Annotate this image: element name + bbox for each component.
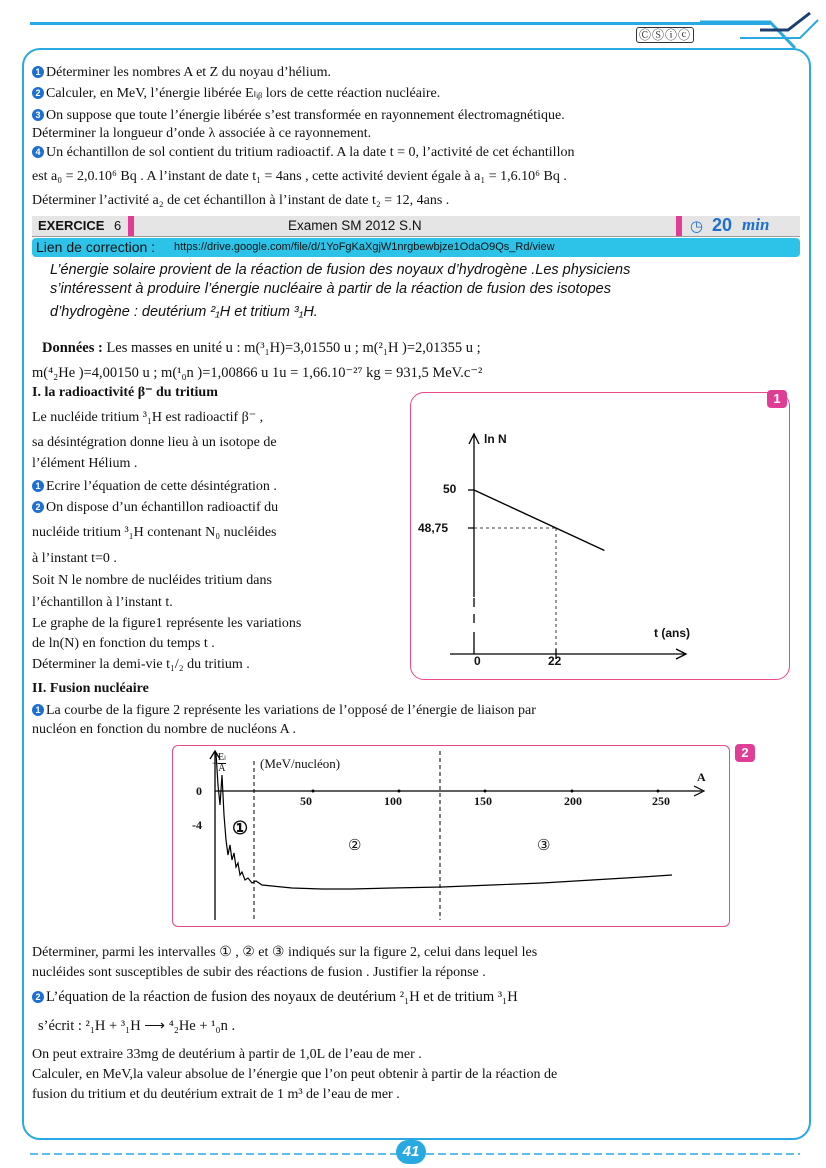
after-line-2: nucléides sont susceptibles de subir des réactions de fusion . Justifier la réponse . xyxy=(32,965,486,980)
exercise-label: EXERCICE xyxy=(38,218,105,233)
section-1-q2-line: à l’instant t=0 . xyxy=(32,551,117,566)
donnees-line-1: Données : Les masses en unité u : m(³₁H)=3,01550 u ; m(²₁H )=2,01355 u ; xyxy=(42,340,481,356)
after-q2: 2 L’équation de la réaction de fusion des noyaux de deutérium ²₁H et de tritium ³₁H xyxy=(32,989,518,1006)
ln-n-series-line xyxy=(474,490,604,550)
after-line-5: fusion du tritium et du deutérium extrait de 1 m³ de l’eau de mer . xyxy=(32,1087,400,1102)
figure-2-tick-250: 250 xyxy=(652,794,670,808)
figure-2-minus: − xyxy=(212,756,219,770)
question-3: 3 On suppose que toute l’énergie libérée s’est transformée en rayonnement électromagnétique. xyxy=(32,107,565,124)
donnees-line-2: m(⁴₂He )=4,00150 u ; m(¹₀n )=1,00866 u 1u = 1,66.10⁻²⁷ kg = 931,5 MeV.c⁻² xyxy=(32,365,483,381)
figure-1-y-label: ln N xyxy=(484,432,507,446)
number-2-icon: 2 xyxy=(32,87,44,99)
figure-2-zone-2: ② xyxy=(348,838,362,854)
correction-bar xyxy=(32,238,800,257)
question-3-cont: Déterminer la longueur d’onde λ associée à ce rayonnement. xyxy=(32,126,372,141)
correction-link[interactable]: https://drive.google.com/file/d/1YoFgKaXgjW1nrgbewbjze1OdaO9Qs_Rd/view xyxy=(174,241,555,253)
figure-2-tick-100: 100 xyxy=(384,794,402,808)
number-2-icon: 2 xyxy=(32,501,44,513)
figure-2-x-label: A xyxy=(697,770,706,784)
figure-2-tick-minus-4: -4 xyxy=(192,818,202,832)
after-line-1: Déterminer, parmi les intervalles ① , ② et ③ indiqués sur la figure 2, celui dans lequel les xyxy=(32,945,538,960)
exercise-title: Examen SM 2012 S.N xyxy=(288,218,422,233)
top-rule xyxy=(30,22,770,25)
intro-line-2: s’intéressent à produire l’énergie nucléaire à partir de la réaction de fusion des isotopes xyxy=(50,281,611,297)
intro-line-1: L’énergie solaire provient de la réaction de fusion des noyaux d’hydrogène .Les physiciens xyxy=(50,262,631,278)
section-1-q1: 1 Ecrire l’équation de cette désintégration . xyxy=(32,478,277,495)
section-1-line-3: l’élément Hélium . xyxy=(32,456,138,471)
figure-2-tick-50: 50 xyxy=(300,794,312,808)
figure-2-y-label: (MeV/nucléon) xyxy=(260,756,341,771)
after-line-3: On peut extraire 33mg de deutérium à partir de 1,0L de l’eau de mer . xyxy=(32,1047,422,1062)
figure-2-chart xyxy=(172,745,728,925)
section-1-title: I. la radioactivité β⁻ du tritium xyxy=(32,385,218,400)
number-1-icon: 1 xyxy=(32,704,44,716)
figure-2-zone-3: ③ xyxy=(537,838,551,854)
fusion-equation: s’écrit : ²₁H + ³₁H ⟶ ⁴₂He + ¹₀n . xyxy=(38,1018,236,1034)
section-1-line-1: Le nucléide tritium ³₁H est radioactif β⁻ , xyxy=(32,410,264,425)
question-4-values: est a₀ = 2,0.10⁶ Bq . A l’instant de date t₁ = 4ans , cette activité devient égale à a₁ = 1,6.10⁶ Bq . xyxy=(32,169,567,184)
section-1-q2-line: nucléide tritium ³₁H contenant N₀ nucléides xyxy=(32,525,277,540)
section-1-q2-line: de ln(N) en fonction du temps t . xyxy=(32,636,215,651)
figure-1-x-label: t (ans) xyxy=(654,626,690,640)
question-4-ask: Déterminer l’activité a₂ de cet échantillon à l’instant de date t₂ = 12, 4ans . xyxy=(32,193,450,208)
section-1-q2: 2 On dispose d’un échantillon radioactif du xyxy=(32,499,278,516)
figure-2-tick-150: 150 xyxy=(474,794,492,808)
question-2: 2 Calculer, en MeV, l’énergie libérée Eₗᵢᵦ lors de cette réaction nucléaire. xyxy=(32,85,440,102)
figure-2-badge: 2 xyxy=(735,744,755,762)
figure-2-tick-200: 200 xyxy=(564,794,582,808)
duration-unit: min xyxy=(742,215,770,234)
figure-1-tick-22: 22 xyxy=(548,654,562,668)
figure-2-y-fraction: Eₗ A xyxy=(218,752,226,774)
accent-mark-right xyxy=(676,216,682,236)
after-line-4: Calculer, en MeV,la valeur absolue de l’énergie que l’on peut obtenir à partir de la réaction de xyxy=(32,1067,558,1082)
duration-value: 20 xyxy=(712,215,733,235)
figure-1-origin: 0 xyxy=(474,654,481,668)
figure-1-badge: 1 xyxy=(767,390,787,408)
intro-line-3: d’hydrogène : deutérium ²₁H et tritium ³₁H. xyxy=(50,304,318,320)
number-2-icon: 2 xyxy=(32,991,44,1003)
section-1-q2-line: Le graphe de la figure1 représente les variations xyxy=(32,616,302,631)
license-badge: ⒸⓈⓘⓒ xyxy=(636,27,694,43)
exercise-header xyxy=(32,216,800,237)
number-1-icon: 1 xyxy=(32,66,44,78)
figure-1-tick-48-75: 48,75 xyxy=(418,521,449,535)
correction-label: Lien de correction : xyxy=(36,239,156,255)
number-4-icon: 4 xyxy=(32,146,44,158)
section-2-q1: 1 La courbe de la figure 2 représente les variations de l’opposé de l’énergie de liaison par xyxy=(32,702,536,719)
number-1-icon: 1 xyxy=(32,480,44,492)
clock-icon: ◷ xyxy=(690,218,704,235)
figure-1-chart xyxy=(410,392,788,678)
figure-1-tick-50: 50 xyxy=(443,482,457,496)
section-2-title: II. Fusion nucléaire xyxy=(32,681,149,696)
page-number: 41 xyxy=(396,1140,426,1164)
figure-2-tick-0: 0 xyxy=(196,784,202,798)
question-4: 4 Un échantillon de sol contient du tritium radioactif. A la date t = 0, l’activité de cet échantillon xyxy=(32,144,574,161)
number-3-icon: 3 xyxy=(32,109,44,121)
question-1: 1 Déterminer les nombres A et Z du noyau d’hélium. xyxy=(32,64,331,81)
accent-mark xyxy=(128,216,134,236)
section-1-q2-line: l’échantillon à l’instant t. xyxy=(32,595,173,610)
section-1-q2-line: Déterminer la demi-vie t₁/₂ du tritium . xyxy=(32,657,250,672)
section-1-line-2: sa désintégration donne lieu à un isotope de xyxy=(32,435,277,450)
section-2-q1-cont: nucléon en fonction du nombre de nucléons A . xyxy=(32,722,296,737)
figure-2-zone-1: ① xyxy=(232,818,249,838)
section-1-q2-line: Soit N le nombre de nucléides tritium dans xyxy=(32,573,272,588)
exercise-number: 6 xyxy=(114,218,122,233)
